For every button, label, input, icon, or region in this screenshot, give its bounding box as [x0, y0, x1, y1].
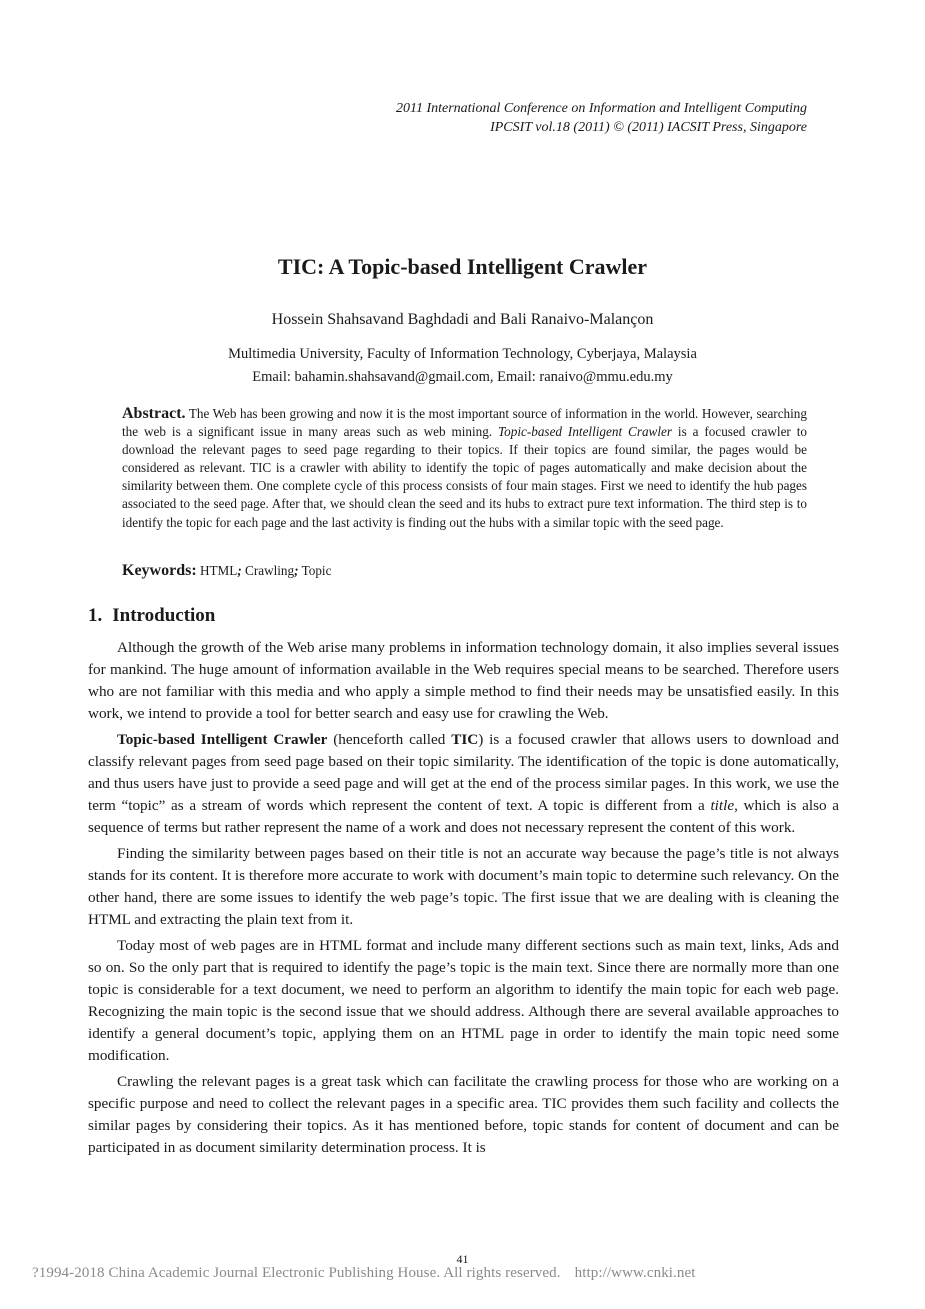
- conference-header: [396, 99, 807, 137]
- tic-acronym: TIC: [451, 731, 479, 748]
- affiliation-block: [0, 343, 925, 389]
- paper-title: TIC: A Topic-based Intelligent Crawler: [277, 254, 648, 279]
- keywords-label: Keywords:: [122, 562, 197, 579]
- abstract: [122, 405, 807, 532]
- title-term: title: [710, 797, 735, 814]
- paragraph-4: Today most of web pages are in HTML format and include many different sections such as main text, links, Ads and so on. So the only part that is required to identify the page’s topic is the main text. Since there are normally more than one topic is considerable for a text document, we need to perform an algorithm to identify the main topic for each web page. Recognizing the main topic is the second issue that we should address. Although there are several available approaches to identify a general document’s topic, applying them on an HTML page in order to identify the main topic need some modification.: [88, 937, 839, 1064]
- tic-full-name: Topic-based Intelligent Crawler: [117, 731, 328, 748]
- paragraph-5: Crawling the relevant pages is a great task which can facilitate the crawling process for those who are working on a specific purpose and need to collect the relevant pages in a specific area. TIC provides them such facility and collects the similar pages by considering their topics. As it has mentioned before, topic stands for content of document and can be participated in as document similarity determination process. It is: [88, 1073, 839, 1156]
- conference-name: 2011 International Conference on Information and Intelligent Computing: [395, 101, 807, 116]
- copyright-notice: ?1994-2018 China Academic Journal Electronic Publishing House. All rights reserved.: [32, 1265, 561, 1281]
- paragraph-2-text-b: ) is a focused crawler that allows users to download and classify relevant pages from seed page based on their topic similarity. The identification of the topic is done automatically, and thus users have just to provide a seed page and will get at the end of the process similar pages. In this work, we use the term “topic” as a stream of words which represent the content of text. A topic is different from a: [88, 731, 839, 814]
- paragraph-3: Finding the similarity between pages based on their title is not an accurate way because the page’s title is not always stands for its content. It is therefore more accurate to work with document’s main topic to determine such relevancy. On the other hand, there are some issues to identify the web page’s topic. The first issue that we are dealing with is cleaning the HTML and extracting the plain text from it.: [88, 845, 839, 928]
- page-number: 41: [456, 1252, 469, 1266]
- author-list: Hossein Shahsavand Baghdadi and Bali Ranaivo-Malançon: [271, 311, 654, 328]
- publication-info: IPCSIT vol.18 (2011) © (2011) IACSIT Press, Singapore: [490, 120, 807, 135]
- footer: [32, 1265, 696, 1282]
- footer-link[interactable]: http://www.cnki.net: [574, 1265, 696, 1281]
- keywords: [122, 562, 807, 580]
- keyword-separator: ;: [237, 563, 242, 578]
- paragraph-1: Although the growth of the Web arise many problems in information technology domain, it also implies several issues for mankind. The huge amount of information available in the Web requires special means to be searched. Therefore users who are not familiar with this media and who apply a simple method to find their needs may be unsatisfied easily. In this work, we intend to provide a tool for better search and easy use for crawling the Web.: [88, 639, 839, 722]
- body-text: [88, 637, 839, 1163]
- abstract-label: Abstract.: [122, 405, 186, 422]
- paragraph-2-text-a: (henceforth called: [327, 731, 452, 748]
- section-number: 1.: [88, 605, 103, 626]
- email-line: Email: bahamin.shahsavand@gmail.com, Email: ranaivo@mmu.edu.my: [252, 369, 673, 385]
- paragraph-2: [88, 729, 839, 839]
- keyword: Topic: [301, 563, 332, 578]
- keyword: Crawling: [245, 563, 295, 578]
- abstract-text-2: is a focused crawler to download the relevant pages to seed page regarding to their topics. If their topics are found similar, the pages would be considered as relevant. TIC is a crawler with ability to identify the topic of pages automatically and make decision about the similarity between them. One complete cycle of this process consists of four main stages. First we need to identify the hub pages associated to the seed page. After that, we should clean the seed and its hubs to extract pure text information. The third step is to identify the topic for each page and the last activity is finding out the hubs with a similar topic with the seed page.: [122, 424, 807, 530]
- affiliation: Multimedia University, Faculty of Information Technology, Cyberjaya, Malaysia: [228, 346, 697, 362]
- section-title: Introduction: [112, 605, 216, 626]
- paragraph-2-text-c: , which is also a sequence of terms but rather represent the name of a work and does not necessary represent the content of this work.: [88, 797, 840, 836]
- section-heading: [88, 605, 225, 627]
- abstract-italic-term: Topic-based Intelligent Crawler: [498, 424, 672, 440]
- keyword: HTML: [199, 563, 238, 578]
- abstract-text-1: The Web has been growing and now it is the most important source of information in the world. However, searching the web is a significant issue in many areas such as web mining.: [122, 406, 807, 440]
- keyword-separator: ;: [294, 563, 299, 578]
